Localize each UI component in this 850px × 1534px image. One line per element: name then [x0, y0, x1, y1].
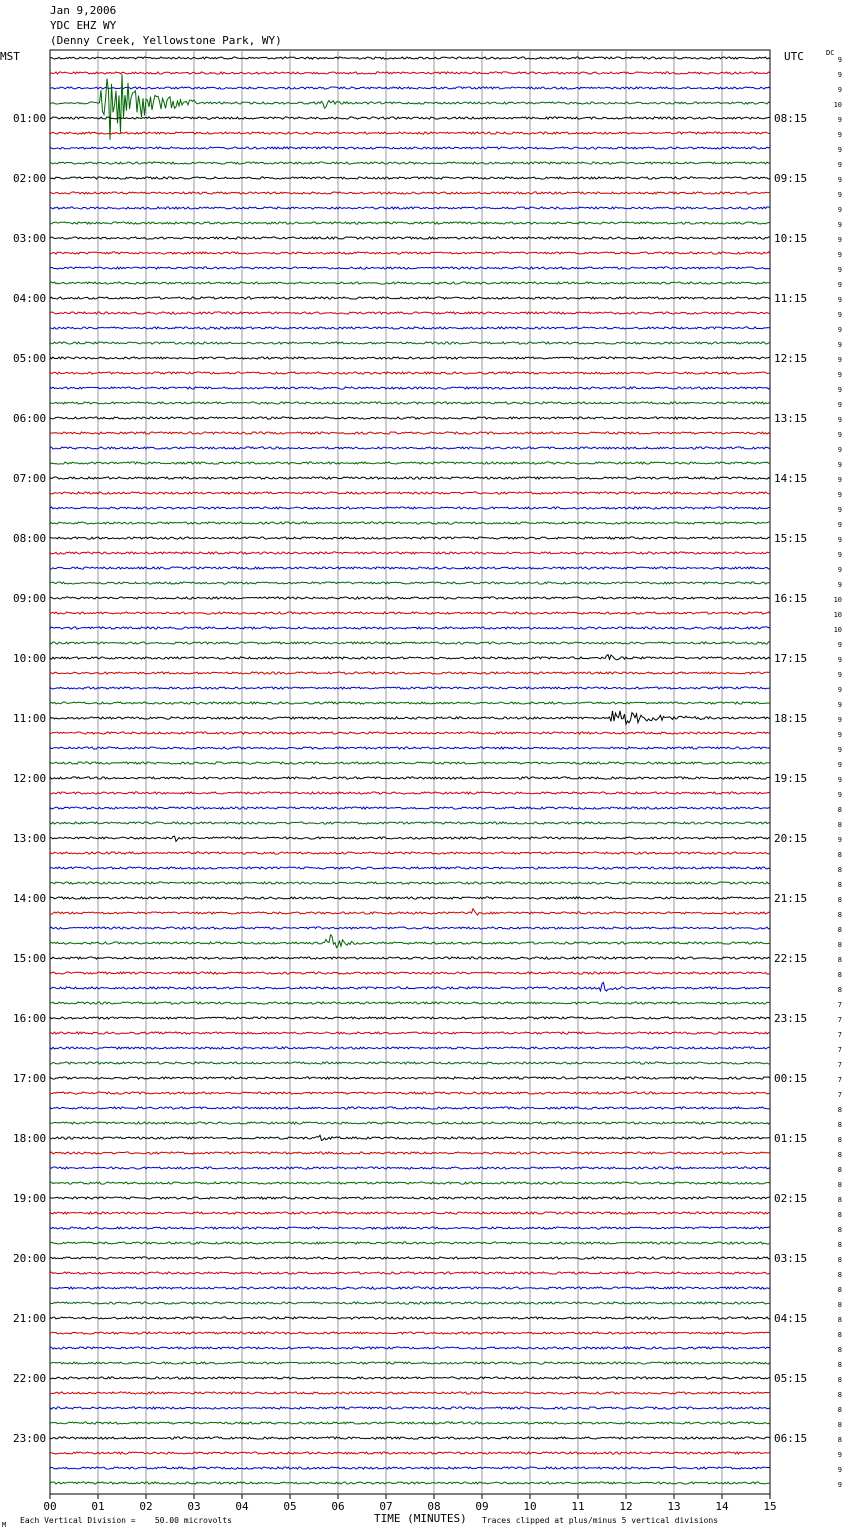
- trace-line: [50, 312, 770, 314]
- trace-line: [50, 702, 770, 704]
- dc-value: 9: [837, 341, 842, 349]
- right-hour-label: 09:15: [774, 172, 808, 185]
- trace-line: [50, 567, 770, 569]
- x-tick-label: 00: [43, 1500, 57, 1513]
- dc-value: 10: [833, 611, 842, 619]
- dc-value: 9: [837, 221, 842, 229]
- trace-line: [50, 207, 770, 209]
- dc-value: 8: [837, 1406, 842, 1414]
- left-hour-label: 14:00: [13, 892, 47, 905]
- trace-line: [50, 1182, 770, 1184]
- dc-value: 9: [837, 1466, 842, 1474]
- dc-value: 9: [837, 251, 842, 259]
- dc-value: 9: [837, 416, 842, 424]
- left-hour-label: 05:00: [13, 352, 47, 365]
- left-hour-label: 01:00: [13, 112, 47, 125]
- station-title: YDC EHZ WY: [50, 19, 117, 32]
- dc-value: 7: [837, 1046, 842, 1054]
- right-hour-label: 03:15: [774, 1252, 808, 1265]
- trace-line: [50, 792, 770, 794]
- trace-line: [50, 1407, 770, 1409]
- left-hour-label: 15:00: [13, 952, 47, 965]
- dc-value: 9: [837, 566, 842, 574]
- trace-line: [50, 552, 770, 554]
- dc-value: 8: [837, 911, 842, 919]
- trace-line: [50, 1452, 770, 1454]
- dc-value: 8: [837, 806, 842, 814]
- trace-line: [50, 1092, 770, 1094]
- trace-line: [50, 1077, 770, 1079]
- trace-line: [50, 432, 770, 434]
- dc-value: 8: [837, 1166, 842, 1174]
- dc-value: 9: [837, 326, 842, 334]
- trace-line: [50, 522, 770, 524]
- left-hour-label: 12:00: [13, 772, 47, 785]
- trace-line: [50, 982, 770, 991]
- left-hour-label: 20:00: [13, 1252, 47, 1265]
- trace-line: [50, 1422, 770, 1424]
- trace-line: [50, 372, 770, 374]
- dc-value: 9: [837, 116, 842, 124]
- trace-line: [50, 237, 770, 239]
- dc-value: 9: [837, 446, 842, 454]
- trace-line: [50, 972, 770, 974]
- trace-line: [50, 417, 770, 419]
- trace-line: [50, 655, 770, 660]
- trace-line: [50, 1467, 770, 1469]
- dc-value: 8: [837, 1136, 842, 1144]
- trace-line: [50, 1392, 770, 1394]
- trace-line: [50, 1257, 770, 1259]
- dc-value: 8: [837, 1436, 842, 1444]
- trace-line: [50, 1167, 770, 1169]
- dc-value: 8: [837, 821, 842, 829]
- trace-line: [50, 1062, 770, 1064]
- left-hour-label: 02:00: [13, 172, 47, 185]
- trace-line: [50, 1017, 770, 1019]
- trace-line: [50, 1302, 770, 1304]
- trace-line: [50, 327, 770, 329]
- x-axis-title: TIME (MINUTES): [374, 1512, 467, 1525]
- x-tick-label: 02: [139, 1500, 153, 1513]
- dc-value: 8: [837, 866, 842, 874]
- right-hour-label: 05:15: [774, 1372, 808, 1385]
- right-hour-label: 06:15: [774, 1432, 808, 1445]
- dc-value: 8: [837, 956, 842, 964]
- dc-value: 9: [837, 551, 842, 559]
- x-tick-label: 15: [763, 1500, 777, 1513]
- dc-value: 7: [837, 1076, 842, 1084]
- dc-value: 9: [837, 161, 842, 169]
- trace-line: [50, 492, 770, 494]
- trace-line: [50, 711, 770, 724]
- trace-line: [50, 1287, 770, 1289]
- left-hour-label: 19:00: [13, 1192, 47, 1205]
- trace-line: [50, 1002, 770, 1004]
- right-hour-label: 16:15: [774, 592, 808, 605]
- right-timezone-label: UTC: [784, 50, 804, 63]
- trace-line: [50, 747, 770, 749]
- dc-value: 8: [837, 881, 842, 889]
- trace-line: [50, 597, 770, 599]
- x-tick-label: 01: [91, 1500, 105, 1513]
- dc-value: 9: [837, 311, 842, 319]
- right-hour-label: 21:15: [774, 892, 808, 905]
- dc-value: 8: [837, 941, 842, 949]
- dc-value: 9: [837, 191, 842, 199]
- right-hour-label: 15:15: [774, 532, 808, 545]
- right-hour-label: 13:15: [774, 412, 808, 425]
- dc-value: 9: [837, 176, 842, 184]
- dc-value: 9: [837, 86, 842, 94]
- dc-value: 9: [837, 266, 842, 274]
- trace-line: [50, 1332, 770, 1334]
- right-hour-label: 18:15: [774, 712, 808, 725]
- dc-value: 7: [837, 1061, 842, 1069]
- dc-value: 10: [833, 596, 842, 604]
- left-hour-label: 23:00: [13, 1432, 47, 1445]
- trace-line: [50, 909, 770, 915]
- date-title: Jan 9,2006: [50, 4, 117, 17]
- dc-value: 8: [837, 896, 842, 904]
- dc-value: 9: [837, 356, 842, 364]
- right-hour-label: 14:15: [774, 472, 808, 485]
- right-hour-label: 02:15: [774, 1192, 808, 1205]
- trace-line: [50, 342, 770, 344]
- trace-line: [50, 1437, 770, 1439]
- left-hour-label: 22:00: [13, 1372, 47, 1385]
- dc-value: 9: [837, 836, 842, 844]
- x-tick-label: 12: [619, 1500, 633, 1513]
- x-tick-label: 03: [187, 1500, 201, 1513]
- trace-line: [50, 192, 770, 194]
- dc-value: 9: [837, 236, 842, 244]
- dc-value: 8: [837, 1226, 842, 1234]
- right-hour-label: 11:15: [774, 292, 808, 305]
- left-hour-label: 16:00: [13, 1012, 47, 1025]
- trace-line: [50, 612, 770, 614]
- trace-line: [50, 252, 770, 254]
- trace-line: [50, 935, 770, 948]
- dc-value: 8: [837, 1121, 842, 1129]
- trace-line: [50, 117, 770, 120]
- trace-line: [50, 957, 770, 959]
- trace-line: [50, 582, 770, 584]
- dc-value: 8: [837, 1316, 842, 1324]
- trace-line: [50, 672, 770, 674]
- dc-value: 8: [837, 1361, 842, 1369]
- trace-line: [50, 74, 770, 140]
- trace-line: [50, 1272, 770, 1274]
- trace-line: [50, 57, 770, 59]
- x-tick-label: 14: [715, 1500, 729, 1513]
- trace-line: [50, 72, 770, 74]
- left-timezone-label: MST: [0, 50, 20, 63]
- trace-line: [50, 402, 770, 404]
- dc-value: 9: [837, 281, 842, 289]
- right-hour-label: 19:15: [774, 772, 808, 785]
- dc-value: 9: [837, 791, 842, 799]
- dc-value: 9: [837, 716, 842, 724]
- dc-value: 9: [837, 56, 842, 64]
- right-hour-label: 08:15: [774, 112, 808, 125]
- right-hour-label: 04:15: [774, 1312, 808, 1325]
- trace-line: [50, 1152, 770, 1154]
- right-hour-label: 00:15: [774, 1072, 808, 1085]
- left-hour-label: 17:00: [13, 1072, 47, 1085]
- trace-line: [50, 762, 770, 764]
- trace-line: [50, 87, 770, 89]
- trace-line: [50, 1227, 770, 1229]
- dc-value: 8: [837, 1346, 842, 1354]
- dc-value: 9: [837, 476, 842, 484]
- trace-line: [50, 132, 770, 134]
- left-hour-label: 09:00: [13, 592, 47, 605]
- trace-line: [50, 282, 770, 284]
- trace-line: [50, 836, 770, 841]
- dc-column-label: DC: [826, 49, 835, 57]
- dc-value: 8: [837, 1196, 842, 1204]
- trace-line: [50, 222, 770, 224]
- dc-value: 9: [837, 746, 842, 754]
- trace-line: [50, 387, 770, 389]
- dc-value: 8: [837, 1421, 842, 1429]
- left-hour-label: 11:00: [13, 712, 47, 725]
- dc-value: 9: [837, 1481, 842, 1489]
- dc-value: 9: [837, 431, 842, 439]
- trace-line: [50, 462, 770, 464]
- trace-line: [50, 687, 770, 689]
- dc-value: 9: [837, 206, 842, 214]
- trace-line: [50, 822, 770, 824]
- clip-note: Traces clipped at plus/minus 5 vertical divisions: [482, 1516, 719, 1525]
- trace-line: [50, 1107, 770, 1109]
- trace-line: [50, 897, 770, 899]
- dc-value: 7: [837, 1001, 842, 1009]
- right-hour-label: 10:15: [774, 232, 808, 245]
- right-hour-label: 22:15: [774, 952, 808, 965]
- right-hour-label: 12:15: [774, 352, 808, 365]
- dc-value: 8: [837, 1271, 842, 1279]
- trace-line: [50, 267, 770, 269]
- dc-value: 8: [837, 1151, 842, 1159]
- dc-value: 8: [837, 1376, 842, 1384]
- trace-line: [50, 177, 770, 179]
- dc-value: 9: [837, 296, 842, 304]
- dc-value: 7: [837, 1091, 842, 1099]
- left-hour-label: 18:00: [13, 1132, 47, 1145]
- trace-line: [50, 867, 770, 869]
- x-tick-label: 09: [475, 1500, 489, 1513]
- trace-line: [50, 297, 770, 299]
- dc-value: 8: [837, 1181, 842, 1189]
- trace-line: [50, 357, 770, 359]
- dc-value: 9: [837, 671, 842, 679]
- x-tick-label: 06: [331, 1500, 345, 1513]
- right-hour-label: 17:15: [774, 652, 808, 665]
- dc-value: 10: [833, 101, 842, 109]
- trace-line: [50, 1212, 770, 1214]
- dc-value: 9: [837, 371, 842, 379]
- dc-value: 9: [837, 731, 842, 739]
- dc-value: 8: [837, 1241, 842, 1249]
- x-tick-label: 05: [283, 1500, 297, 1513]
- left-hour-label: 21:00: [13, 1312, 47, 1325]
- dc-value: 9: [837, 491, 842, 499]
- dc-value: 8: [837, 1256, 842, 1264]
- dc-value: 9: [837, 506, 842, 514]
- trace-line: [50, 1242, 770, 1244]
- dc-value: 7: [837, 1016, 842, 1024]
- dc-value: 9: [837, 776, 842, 784]
- x-tick-label: 08: [427, 1500, 441, 1513]
- dc-value: 8: [837, 971, 842, 979]
- trace-line: [50, 447, 770, 449]
- trace-line: [50, 807, 770, 809]
- dc-value: 9: [837, 461, 842, 469]
- trace-line: [50, 477, 770, 479]
- trace-line: [50, 1122, 770, 1124]
- trace-line: [50, 147, 770, 149]
- dc-value: 9: [837, 701, 842, 709]
- trace-line: [50, 627, 770, 629]
- right-hour-label: 20:15: [774, 832, 808, 845]
- trace-line: [50, 162, 770, 164]
- trace-line: [50, 642, 770, 644]
- dc-value: 9: [837, 761, 842, 769]
- x-tick-label: 13: [667, 1500, 681, 1513]
- dc-value: 8: [837, 1391, 842, 1399]
- dc-value: 9: [837, 146, 842, 154]
- right-hour-label: 23:15: [774, 1012, 808, 1025]
- dc-value: 8: [837, 926, 842, 934]
- dc-value: 9: [837, 581, 842, 589]
- left-hour-label: 10:00: [13, 652, 47, 665]
- left-hour-label: 07:00: [13, 472, 47, 485]
- trace-line: [50, 1482, 770, 1484]
- dc-value: 9: [837, 401, 842, 409]
- trace-line: [50, 927, 770, 929]
- left-hour-label: 13:00: [13, 832, 47, 845]
- trace-line: [50, 1377, 770, 1379]
- trace-line: [50, 1197, 770, 1199]
- x-tick-label: 04: [235, 1500, 249, 1513]
- left-hour-label: 03:00: [13, 232, 47, 245]
- dc-value: 9: [837, 71, 842, 79]
- dc-value: 8: [837, 1301, 842, 1309]
- trace-line: [50, 1347, 770, 1349]
- trace-line: [50, 882, 770, 884]
- dc-value: 9: [837, 131, 842, 139]
- trace-line: [50, 537, 770, 539]
- dc-value: 9: [837, 386, 842, 394]
- trace-line: [50, 1317, 770, 1319]
- trace-line: [50, 777, 770, 779]
- left-hour-label: 06:00: [13, 412, 47, 425]
- trace-line: [50, 1135, 770, 1140]
- corner-mark: M: [2, 1521, 7, 1529]
- x-tick-label: 07: [379, 1500, 393, 1513]
- right-hour-label: 01:15: [774, 1132, 808, 1145]
- trace-line: [50, 507, 770, 509]
- location-title: (Denny Creek, Yellowstone Park, WY): [50, 34, 282, 47]
- dc-value: 8: [837, 986, 842, 994]
- dc-value: 10: [833, 626, 842, 634]
- trace-line: [50, 1362, 770, 1364]
- dc-value: 9: [837, 656, 842, 664]
- trace-line: [50, 1032, 770, 1034]
- left-hour-label: 04:00: [13, 292, 47, 305]
- trace-line: [50, 1047, 770, 1049]
- trace-line: [50, 732, 770, 734]
- dc-value: 9: [837, 641, 842, 649]
- scale-note: Each Vertical Division = 50.00 microvolts: [20, 1516, 232, 1525]
- dc-value: 8: [837, 1331, 842, 1339]
- dc-value: 8: [837, 851, 842, 859]
- x-tick-label: 11: [571, 1500, 585, 1513]
- x-tick-label: 10: [523, 1500, 537, 1513]
- dc-value: 9: [837, 686, 842, 694]
- trace-line: [50, 852, 770, 854]
- dc-value: 8: [837, 1211, 842, 1219]
- dc-value: 8: [837, 1106, 842, 1114]
- dc-value: 8: [837, 1286, 842, 1294]
- dc-value: 9: [837, 536, 842, 544]
- left-hour-label: 08:00: [13, 532, 47, 545]
- dc-value: 9: [837, 521, 842, 529]
- dc-value: 9: [837, 1451, 842, 1459]
- dc-value: 7: [837, 1031, 842, 1039]
